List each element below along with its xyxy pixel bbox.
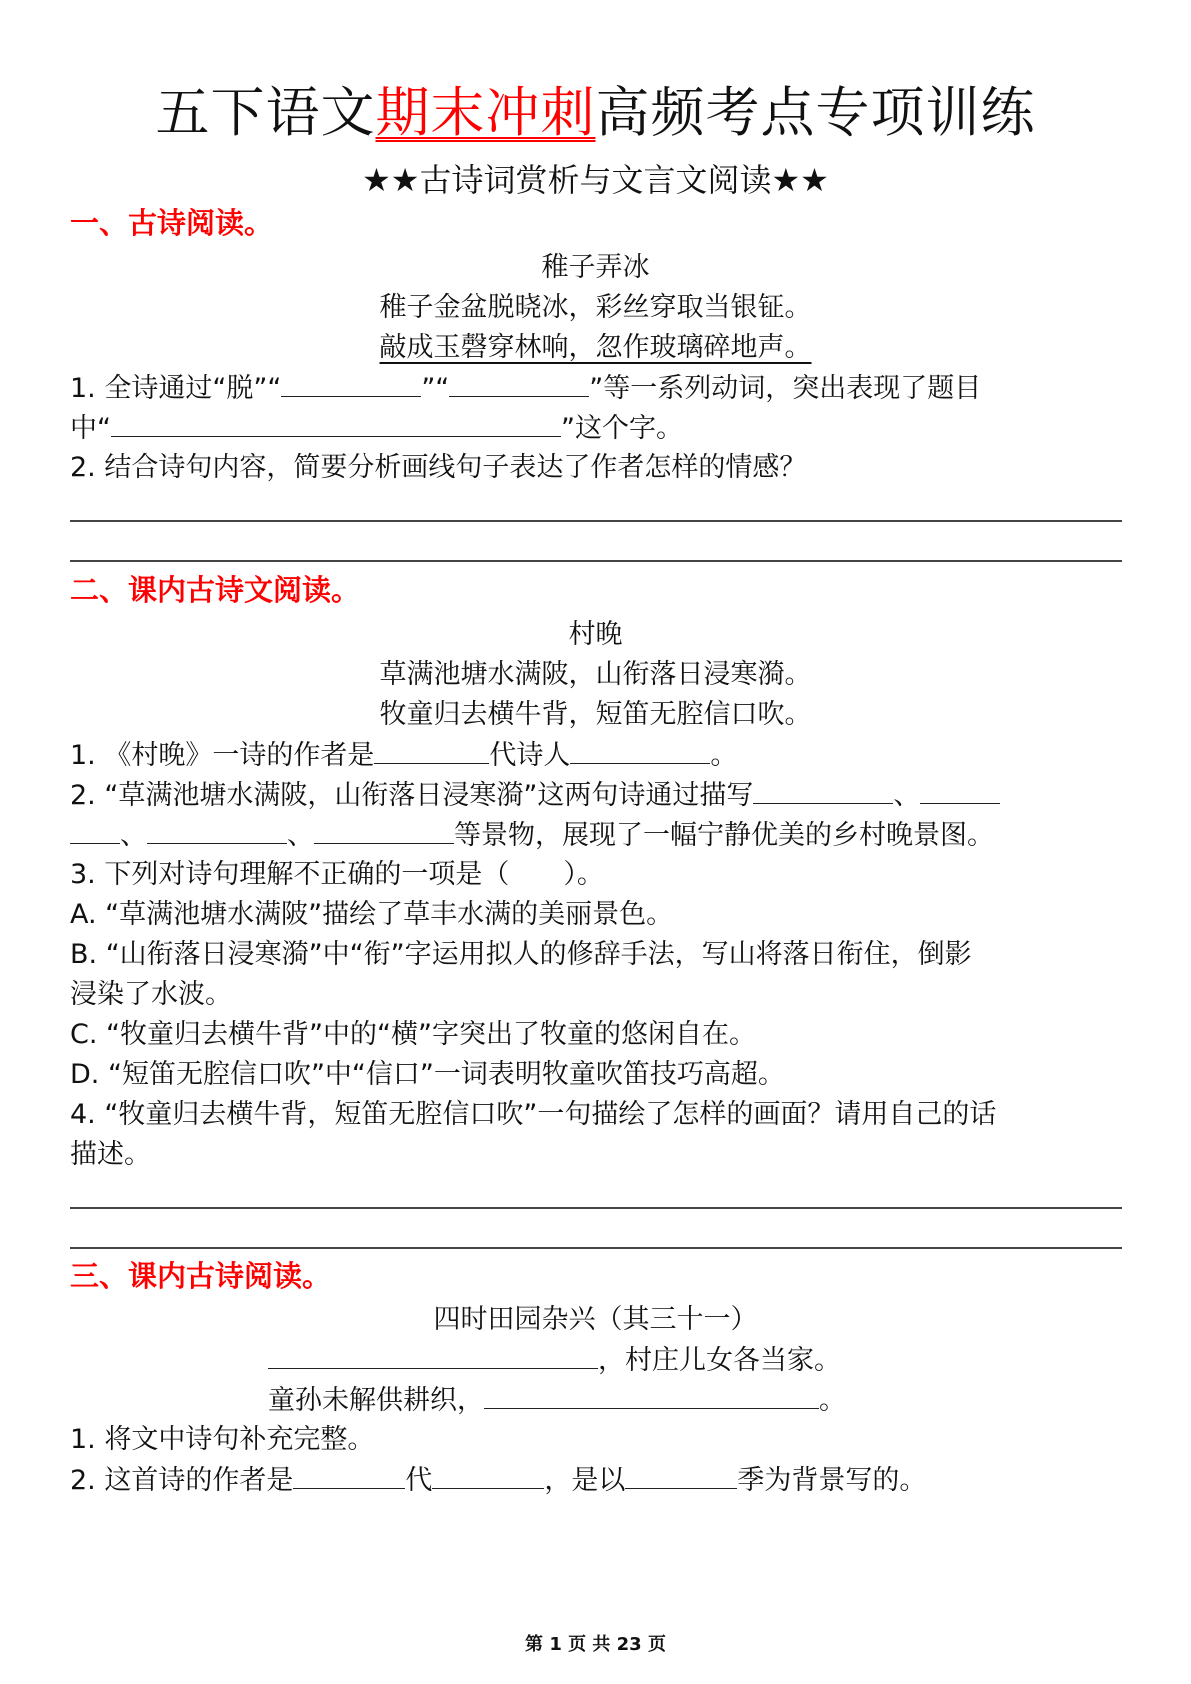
q-text: ”等一系列动词，突出表现了题目: [589, 373, 982, 404]
title-suffix: 高频考点专项训练: [595, 81, 1036, 144]
answer-line[interactable]: [70, 1247, 1122, 1249]
answer-blank[interactable]: [147, 815, 287, 844]
s2-question-3: 3. 下列对诗句理解不正确的一项是（ ）。: [70, 859, 604, 890]
q-text: ”“: [421, 373, 450, 404]
s2-question-2: [70, 775, 1122, 816]
q-text: 代: [405, 1465, 433, 1496]
poem-3-title: 四时田园杂兴（其三十一）: [433, 1304, 758, 1335]
answer-blank[interactable]: [70, 815, 120, 844]
answer-line[interactable]: [70, 560, 1122, 562]
q-text: 2. 这首诗的作者是: [70, 1465, 294, 1496]
answer-line[interactable]: [70, 520, 1122, 522]
q-text: 季为背景写的。: [737, 1465, 927, 1496]
section-2-heading: 二、课内古诗文阅读。: [70, 573, 361, 607]
poem-text: ，村庄儿女各当家。: [598, 1345, 841, 1376]
q-text: 1. 《村晚》一诗的作者是: [70, 740, 375, 771]
underlined-poem-line: 敲成玉磬穿林响，忽作玻璃碎地声。: [379, 332, 812, 363]
q-text: 代诗人: [489, 740, 571, 771]
answer-blank[interactable]: [314, 815, 454, 844]
option-d[interactable]: D. “短笛无腔信口吹”中“信口”一词表明牧童吹笛技巧高超。: [70, 1059, 785, 1090]
answer-blank[interactable]: [281, 368, 421, 397]
poem-2-line-2: 牧童归去横牛背，短笛无腔信口吹。: [379, 699, 812, 730]
s1-question-1: [70, 368, 1122, 409]
answer-blank[interactable]: [625, 1460, 737, 1489]
answer-line[interactable]: [70, 1207, 1122, 1209]
s2-question-2-cont: [70, 815, 1122, 856]
section-3-heading: 三、课内古诗阅读。: [70, 1259, 332, 1293]
poem-3-line-1: [268, 1340, 841, 1381]
q-text: ，是以: [544, 1465, 626, 1496]
answer-blank[interactable]: [268, 1340, 598, 1369]
q-text: 1. 全诗通过“脱”“: [70, 373, 282, 404]
q-text: 、: [893, 780, 921, 811]
option-c[interactable]: C. “牧童归去横牛背”中的“横”字突出了牧童的悠闲自在。: [70, 1019, 756, 1050]
answer-blank[interactable]: [374, 735, 489, 764]
page-subtitle: ★★古诗词赏析与文言文阅读★★: [362, 161, 829, 199]
poem-2-title: 村晚: [568, 619, 623, 650]
q-text: 。: [710, 740, 738, 771]
answer-blank[interactable]: [753, 775, 893, 804]
answer-blank[interactable]: [293, 1460, 405, 1489]
poem-2-line-1: 草满池塘水满陂，山衔落日浸寒漪。: [379, 659, 812, 690]
q-text: 2. “草满池塘水满陂，山衔落日浸寒漪”这两句诗通过描写: [70, 780, 754, 811]
poem-1-title: 稚子弄冰: [541, 252, 650, 283]
poem-3-line-2: [268, 1380, 846, 1421]
page-number: 第 1 页 共 23 页: [525, 1634, 666, 1655]
s1-question-2: 2. 结合诗句内容，简要分析画线句子表达了作者怎样的情感？: [70, 452, 807, 483]
answer-blank[interactable]: [570, 735, 710, 764]
title-prefix: 五下语文: [155, 81, 376, 144]
poem-1-line-1: 稚子金盆脱晓冰，彩丝穿取当银钲。: [379, 292, 812, 323]
q-text: 、: [287, 820, 314, 851]
s2-question-4: 4. “牧童归去横牛背，短笛无腔信口吹”一句描绘了怎样的画面？请用自己的话: [70, 1099, 997, 1130]
poem-text: 。: [819, 1385, 846, 1416]
s2-question-4-cont: 描述。: [70, 1139, 151, 1170]
title-highlight: 期末冲刺: [375, 81, 596, 144]
poem-1-line-2: [0, 328, 1191, 368]
option-b-cont: 浸染了水波。: [70, 979, 232, 1010]
s3-question-1: 1. 将文中诗句补充完整。: [70, 1424, 375, 1455]
s2-question-1: [70, 735, 1122, 776]
option-a[interactable]: A. “草满池塘水满陂”描绘了草丰水满的美丽景色。: [70, 899, 674, 930]
poem-text: 童孙未解供耕织，: [268, 1385, 484, 1416]
s1-question-1-cont: [70, 408, 1122, 449]
q-text: 等景物，展现了一幅宁静优美的乡村晚景图。: [454, 820, 994, 851]
option-b[interactable]: B. “山衔落日浸寒漪”中“衔”字运用拟人的修辞手法，写山将落日衔住，倒影: [70, 939, 972, 970]
q-text: 中“: [70, 413, 111, 444]
answer-blank[interactable]: [484, 1380, 819, 1409]
answer-blank[interactable]: [111, 408, 561, 437]
answer-blank[interactable]: [449, 368, 589, 397]
answer-blank[interactable]: [432, 1460, 544, 1489]
s3-question-2: [70, 1460, 1122, 1501]
q-text: ”这个字。: [561, 413, 683, 444]
section-1-heading: 一、古诗阅读。: [70, 206, 274, 240]
page-title: [0, 78, 1191, 148]
q-text: 、: [120, 820, 147, 851]
answer-blank[interactable]: [920, 775, 1000, 804]
